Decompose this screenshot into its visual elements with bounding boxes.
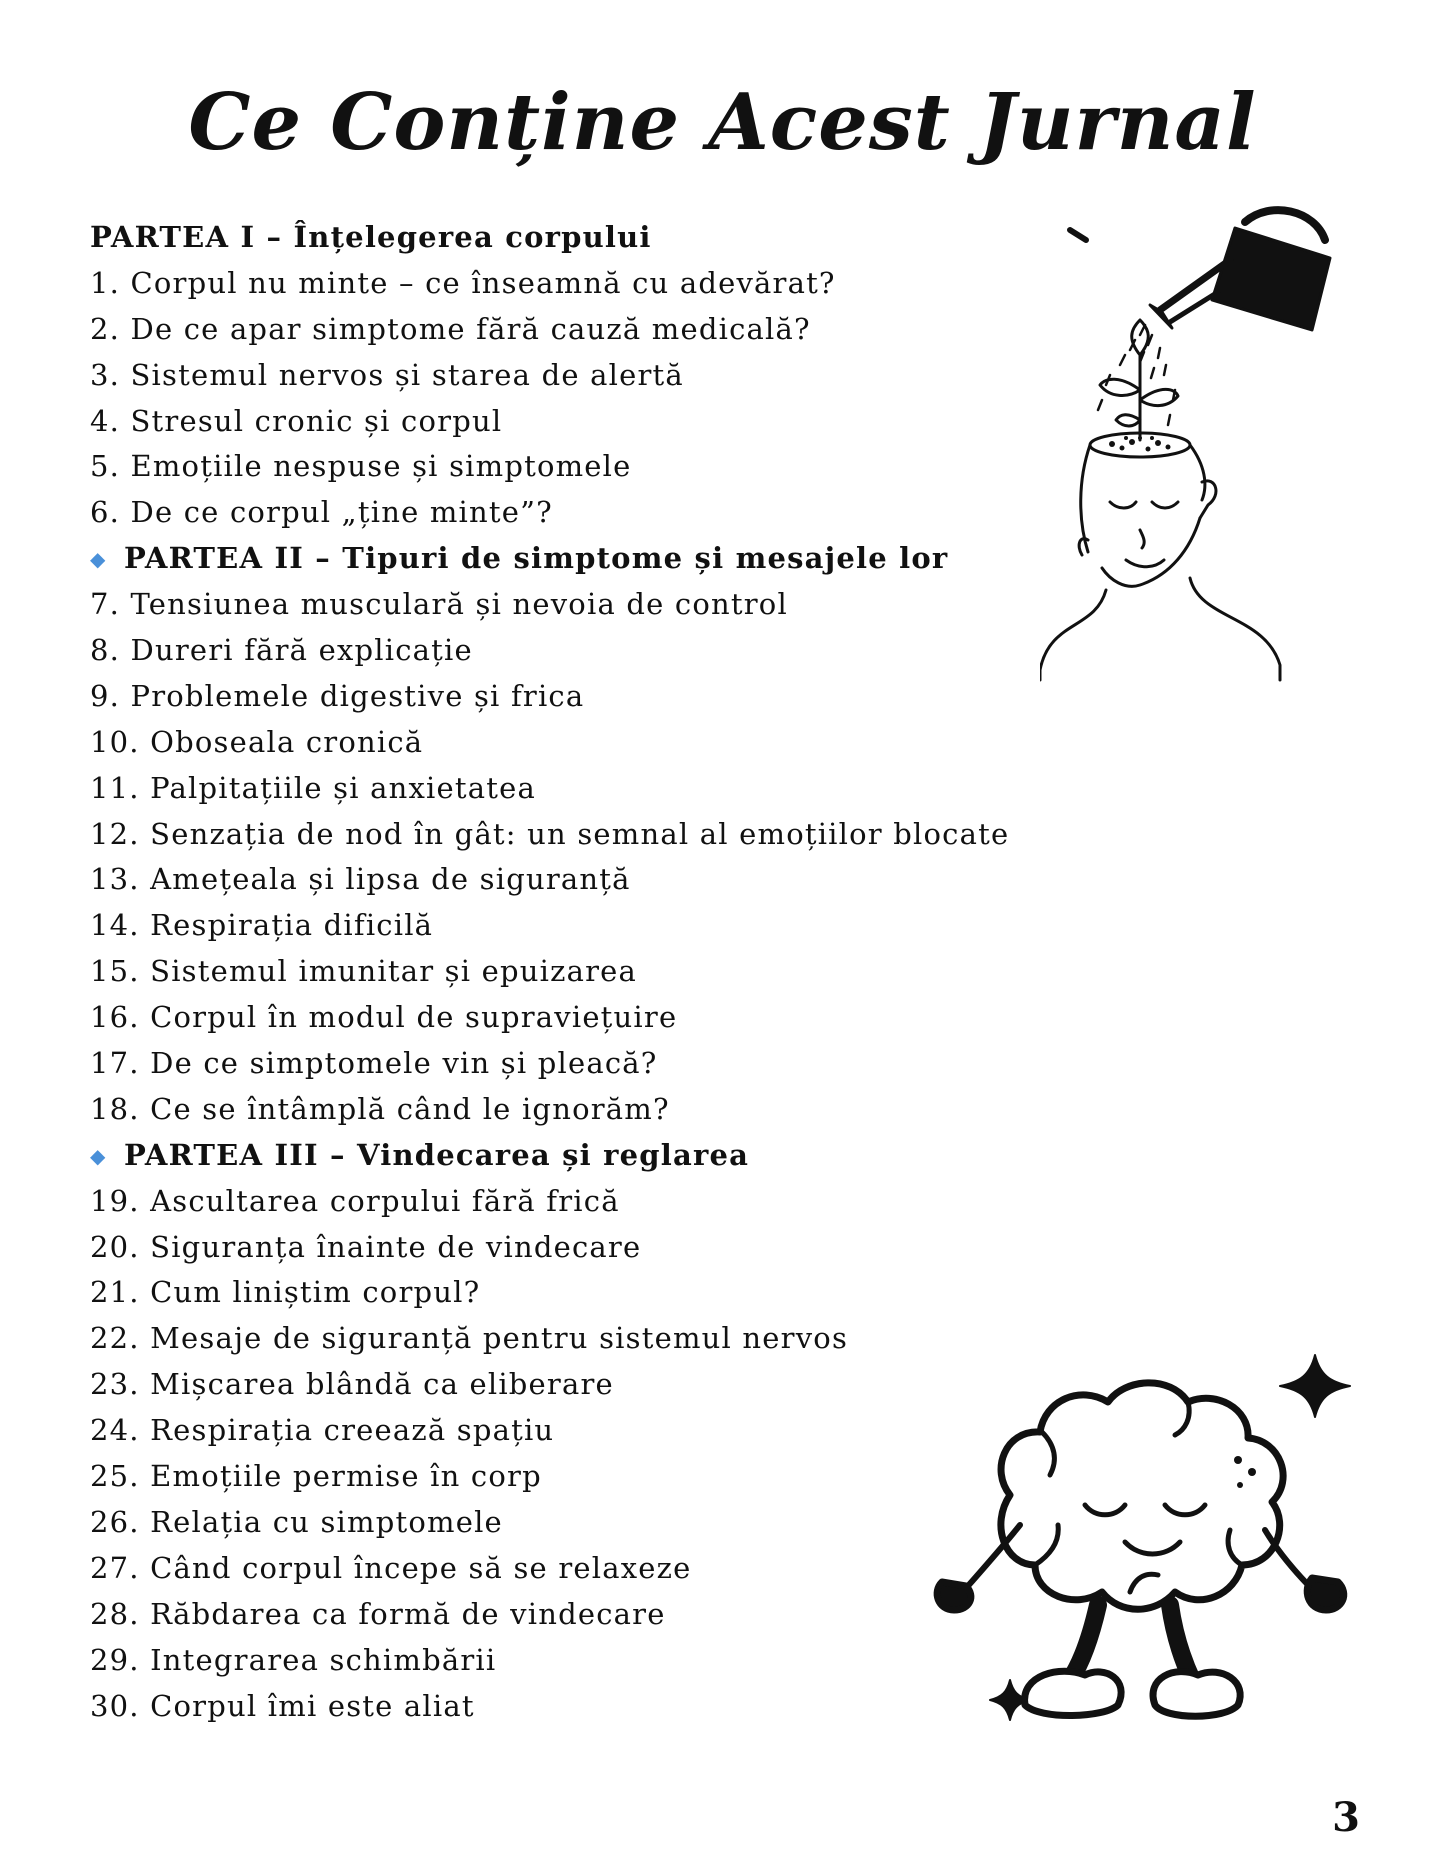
- list-item: 8. Dureri fără explicație: [90, 633, 473, 668]
- list-item: 23. Mișcarea blândă ca eliberare: [90, 1367, 614, 1402]
- part-2-heading: PARTEA II – Tipuri de simptome și mesajele lor: [124, 541, 949, 576]
- list-item: 2. De ce apar simptome fără cauză medicală?: [90, 311, 811, 346]
- page-number: 3: [1332, 1794, 1360, 1841]
- list-item: 17. De ce simptomele vin și pleacă?: [90, 1046, 658, 1081]
- list-item: 29. Integrarea schimbării: [90, 1642, 497, 1677]
- list-item: 21. Cum liniștim corpul?: [90, 1275, 481, 1310]
- meditating-brain-icon: [930, 1320, 1370, 1760]
- list-item: 27. Când corpul începe să se relaxeze: [90, 1550, 692, 1585]
- list-item: 19. Ascultarea corpului fără frică: [90, 1183, 620, 1218]
- list-item: 28. Răbdarea ca formă de vindecare: [90, 1596, 666, 1631]
- list-item: 20. Siguranța înainte de vindecare: [90, 1229, 642, 1264]
- list-item: 24. Respirația creează spațiu: [90, 1413, 555, 1448]
- part-2-heading-row: [90, 536, 990, 582]
- list-item: 9. Problemele digestive și frica: [90, 678, 585, 713]
- part-1-list: [90, 261, 990, 536]
- part-3-heading: PARTEA III – Vindecarea și reglarea: [124, 1137, 750, 1172]
- list-item: 14. Respirația dificilă: [90, 908, 434, 943]
- diamond-icon: ◆: [90, 547, 107, 572]
- list-item: 7. Tensiunea musculară și nevoia de control: [90, 587, 788, 622]
- part-1-heading: PARTEA I – Înțelegerea corpului: [90, 220, 652, 254]
- part-3-heading-row: [90, 1133, 990, 1179]
- list-item: 3. Sistemul nervos și starea de alertă: [90, 357, 684, 392]
- list-item: 12. Senzația de nod în gât: un semnal al emoțiilor blocate: [90, 816, 1010, 851]
- list-item: 10. Oboseala cronică: [90, 724, 424, 759]
- part-2-list: [90, 582, 1010, 1133]
- list-item: 15. Sistemul imunitar și epuizarea: [90, 954, 638, 989]
- list-item: 4. Stresul cronic și corpul: [90, 403, 503, 438]
- diamond-icon: ◆: [90, 1143, 107, 1168]
- list-item: 6. De ce corpul „ține minte”?: [90, 495, 553, 530]
- part-3-list: [90, 1179, 990, 1730]
- list-item: 16. Corpul în modul de supraviețuire: [90, 1000, 678, 1035]
- table-of-contents: [90, 215, 1010, 1729]
- list-item: 26. Relația cu simptomele: [90, 1504, 503, 1539]
- watering-can-head-plant-icon: [1040, 200, 1360, 690]
- list-item: 5. Emoțiile nespuse și simptomele: [90, 449, 632, 484]
- list-item: 30. Corpul îmi este aliat: [90, 1688, 475, 1723]
- page-title: Ce Conține Acest Jurnal: [188, 77, 1257, 168]
- list-item: 13. Amețeala și lipsa de siguranță: [90, 862, 631, 897]
- list-item: 11. Palpitațiile și anxietatea: [90, 770, 536, 805]
- list-item: 22. Mesaje de siguranță pentru sistemul nervos: [90, 1321, 849, 1356]
- list-item: 25. Emoțiile permise în corp: [90, 1459, 542, 1494]
- list-item: 18. Ce se întâmplă când le ignorăm?: [90, 1091, 670, 1126]
- list-item: 1. Corpul nu minte – ce înseamnă cu adevărat?: [90, 265, 836, 300]
